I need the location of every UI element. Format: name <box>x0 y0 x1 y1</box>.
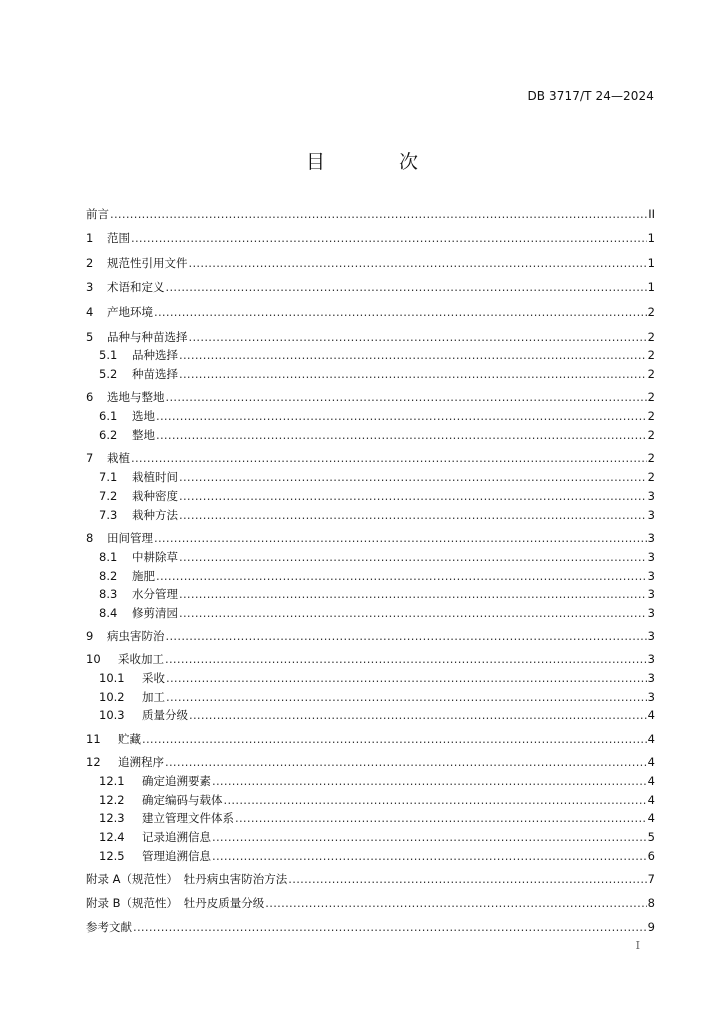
toc-dot-leader <box>179 348 647 362</box>
toc-dot-leader <box>179 587 647 601</box>
toc-entry-number: 10 <box>86 652 101 666</box>
toc-entry-label: 水分管理 <box>132 587 178 601</box>
toc-entry[interactable] <box>86 894 655 910</box>
toc-dot-leader <box>131 231 647 245</box>
toc-entry-label: 产地环境 <box>107 305 153 319</box>
toc-dot-leader <box>131 451 647 465</box>
toc-entry-number: 10.1 <box>99 671 125 685</box>
toc-entry[interactable] <box>99 706 655 722</box>
toc-entry-page: 3 <box>647 569 655 583</box>
toc-entry-page: 2 <box>647 348 655 362</box>
toc-entry-label: 施肥 <box>132 569 155 583</box>
toc-entry-label: 术语和定义 <box>107 280 165 294</box>
toc-entry[interactable] <box>86 449 655 465</box>
toc-entry-page: 3 <box>647 508 655 522</box>
toc-entry-page: 4 <box>647 793 655 807</box>
toc-dot-leader <box>179 489 647 503</box>
toc-entry-label: 种苗选择 <box>132 367 178 381</box>
toc-dot-leader <box>179 550 647 564</box>
toc-dot-leader <box>156 569 647 583</box>
toc-entry-number: 7.2 <box>99 489 118 503</box>
toc-entry-number: 12.4 <box>99 830 125 844</box>
toc-entry-number: 6.2 <box>99 428 118 442</box>
toc-entry-page: 3 <box>647 489 655 503</box>
toc-dot-leader <box>179 508 647 522</box>
toc-entry-number: 5 <box>86 330 94 344</box>
toc-entry-label: 加工 <box>142 690 165 704</box>
toc-entry-number: 2 <box>86 256 94 270</box>
toc-entry-label: 附录 B（规范性） 牡丹皮质量分级 <box>86 896 265 910</box>
toc-entry-page: 2 <box>647 330 655 344</box>
toc-entry-label: 品种选择 <box>132 348 178 362</box>
toc-dot-leader <box>189 708 647 722</box>
toc-entry-number: 8.1 <box>99 550 118 564</box>
toc-dot-leader <box>133 920 647 934</box>
toc-entry[interactable] <box>99 468 655 484</box>
toc-entry[interactable] <box>99 791 655 807</box>
toc-entry-label: 追溯程序 <box>118 755 164 769</box>
toc-entry-page: 4 <box>647 774 655 788</box>
toc-entry-page: 3 <box>647 652 655 666</box>
toc-entry[interactable] <box>86 918 655 934</box>
toc-entry-number: 8.3 <box>99 587 118 601</box>
toc-dot-leader <box>212 774 647 788</box>
toc-entry[interactable] <box>86 753 655 769</box>
toc-entry-page: 2 <box>647 451 655 465</box>
page-number: I <box>635 939 640 952</box>
toc-entry-page: 1 <box>647 231 655 245</box>
toc-dot-leader <box>142 732 647 746</box>
toc-entry-label: 选地与整地 <box>107 390 165 404</box>
toc-entry[interactable] <box>99 407 655 423</box>
toc-entry-label: 建立管理文件体系 <box>142 811 234 825</box>
toc-entry-label: 修剪清园 <box>132 606 178 620</box>
toc-entry-number: 12.5 <box>99 849 125 863</box>
toc-entry[interactable] <box>86 303 655 319</box>
toc-entry[interactable] <box>99 346 655 362</box>
toc-dot-leader <box>156 409 647 423</box>
toc-entry-page: 1 <box>647 256 655 270</box>
toc-entry-page: II <box>648 207 655 221</box>
toc-dot-leader <box>110 207 647 221</box>
toc-dot-leader <box>166 671 647 685</box>
toc-entry[interactable] <box>86 229 655 245</box>
toc-dot-leader <box>179 606 647 620</box>
toc-dot-leader <box>166 390 647 404</box>
toc-entry-number: 6.1 <box>99 409 118 423</box>
toc-entry-label: 确定追溯要素 <box>142 774 211 788</box>
toc-entry-number: 11 <box>86 732 101 746</box>
toc-entry-page: 4 <box>647 732 655 746</box>
toc-entry-label: 栽种密度 <box>132 489 178 503</box>
toc-entry-page: 1 <box>647 280 655 294</box>
toc-dot-leader <box>154 305 647 319</box>
toc-entry-label: 确定编码与载体 <box>142 793 223 807</box>
toc-entry[interactable] <box>86 278 655 294</box>
toc-entry-label: 记录追溯信息 <box>142 830 211 844</box>
toc-entry-page: 6 <box>647 849 655 863</box>
toc-entry[interactable] <box>99 567 655 583</box>
toc-entry-label: 前言 <box>86 207 109 221</box>
toc-entry-label: 范围 <box>107 231 130 245</box>
toc-entry-number: 12 <box>86 755 101 769</box>
toc-entry[interactable] <box>99 688 655 704</box>
toc-entry-number: 12.3 <box>99 811 125 825</box>
toc-entry-page: 8 <box>647 896 655 910</box>
toc-entry-number: 10.2 <box>99 690 125 704</box>
toc-entry-label: 管理追溯信息 <box>142 849 211 863</box>
toc-entry[interactable] <box>86 730 655 746</box>
toc-entry-page: 3 <box>647 629 655 643</box>
toc-dot-leader <box>224 793 647 807</box>
toc-entry-label: 选地 <box>132 409 155 423</box>
toc-entry[interactable] <box>99 506 655 522</box>
toc-entry[interactable] <box>99 585 655 601</box>
toc-entry-page: 2 <box>647 305 655 319</box>
toc-entry-page: 3 <box>647 671 655 685</box>
toc-dot-leader <box>212 849 647 863</box>
toc-dot-leader <box>165 652 647 666</box>
toc-entry-page: 7 <box>647 872 655 886</box>
toc-entry-page: 4 <box>647 708 655 722</box>
document-code: DB 3717/T 24—2024 <box>527 89 654 103</box>
toc-entry[interactable] <box>99 548 655 564</box>
toc-entry-label: 参考文献 <box>86 920 132 934</box>
toc-entry-page: 2 <box>647 409 655 423</box>
toc-entry-number: 5.2 <box>99 367 118 381</box>
toc-entry[interactable] <box>99 365 655 381</box>
toc-dot-leader <box>288 872 646 886</box>
toc-entry-label: 采收加工 <box>118 652 164 666</box>
toc-entry-page: 4 <box>647 755 655 769</box>
toc-entry-number: 5.1 <box>99 348 118 362</box>
toc-entry-page: 9 <box>647 920 655 934</box>
toc-entry[interactable] <box>99 426 655 442</box>
toc-title: 目 次 <box>305 151 453 173</box>
toc-entry[interactable] <box>86 529 655 545</box>
toc-entry[interactable] <box>86 650 655 666</box>
toc-entry-page: 2 <box>647 428 655 442</box>
toc-entry-label: 田间管理 <box>107 531 153 545</box>
toc-entry-number: 8.2 <box>99 569 118 583</box>
toc-entry-label: 采收 <box>142 671 165 685</box>
toc-entry[interactable] <box>86 870 655 886</box>
toc-entry-number: 8.4 <box>99 606 118 620</box>
toc-entry-label: 附录 A（规范性） 牡丹病虫害防治方法 <box>86 872 288 886</box>
toc-dot-leader <box>235 811 647 825</box>
toc-entry[interactable] <box>86 388 655 404</box>
toc-dot-leader <box>189 256 647 270</box>
toc-entry[interactable] <box>99 669 655 685</box>
toc-entry[interactable] <box>99 604 655 620</box>
toc-entry[interactable] <box>99 847 655 863</box>
toc-entry-page: 2 <box>647 367 655 381</box>
toc-entry[interactable] <box>99 772 655 788</box>
toc-entry-number: 12.1 <box>99 774 125 788</box>
toc-entry-label: 中耕除草 <box>132 550 178 564</box>
toc-entry-number: 6 <box>86 390 94 404</box>
toc-entry-label: 质量分级 <box>142 708 188 722</box>
toc-entry[interactable] <box>86 254 655 270</box>
toc-entry-label: 栽植时间 <box>132 470 178 484</box>
toc-entry-page: 2 <box>647 390 655 404</box>
toc-entry-label: 病虫害防治 <box>107 629 165 643</box>
toc-dot-leader <box>265 896 646 910</box>
toc-entry-page: 5 <box>647 830 655 844</box>
toc-entry-page: 4 <box>647 811 655 825</box>
toc-entry-number: 12.2 <box>99 793 125 807</box>
toc-entry[interactable] <box>99 487 655 503</box>
toc-entry[interactable] <box>99 828 655 844</box>
toc-dot-leader <box>179 367 647 381</box>
toc-dot-leader <box>189 330 647 344</box>
toc-entry[interactable] <box>99 809 655 825</box>
toc-entry-label: 栽种方法 <box>132 508 178 522</box>
toc-entry-number: 7.1 <box>99 470 118 484</box>
toc-dot-leader <box>156 428 647 442</box>
toc-entry-number: 3 <box>86 280 94 294</box>
toc-dot-leader <box>166 690 647 704</box>
toc-entry[interactable] <box>86 205 655 221</box>
toc-entry-number: 10.3 <box>99 708 125 722</box>
toc-dot-leader <box>166 629 647 643</box>
toc-entry-number: 7.3 <box>99 508 118 522</box>
toc-entry-label: 品种与种苗选择 <box>107 330 188 344</box>
toc-entry-page: 3 <box>647 587 655 601</box>
toc-entry-number: 9 <box>86 629 94 643</box>
toc-entry-page: 3 <box>647 690 655 704</box>
toc-entry-label: 整地 <box>132 428 155 442</box>
toc-dot-leader <box>179 470 647 484</box>
toc-entry-label: 栽植 <box>107 451 130 465</box>
toc-entry[interactable] <box>86 328 655 344</box>
toc-dot-leader <box>212 830 647 844</box>
toc-entry-number: 1 <box>86 231 94 245</box>
toc-entry-label: 规范性引用文件 <box>107 256 188 270</box>
toc-entry-page: 3 <box>647 550 655 564</box>
toc-entry-page: 2 <box>647 470 655 484</box>
toc-dot-leader <box>166 280 647 294</box>
toc-entry-number: 7 <box>86 451 94 465</box>
toc-entry-page: 3 <box>647 531 655 545</box>
toc-dot-leader <box>165 755 647 769</box>
toc-dot-leader <box>154 531 647 545</box>
toc-entry-number: 8 <box>86 531 94 545</box>
toc-entry-page: 3 <box>647 606 655 620</box>
toc-entry-number: 4 <box>86 305 94 319</box>
toc-entry[interactable] <box>86 627 655 643</box>
toc-entry-label: 贮藏 <box>118 732 141 746</box>
